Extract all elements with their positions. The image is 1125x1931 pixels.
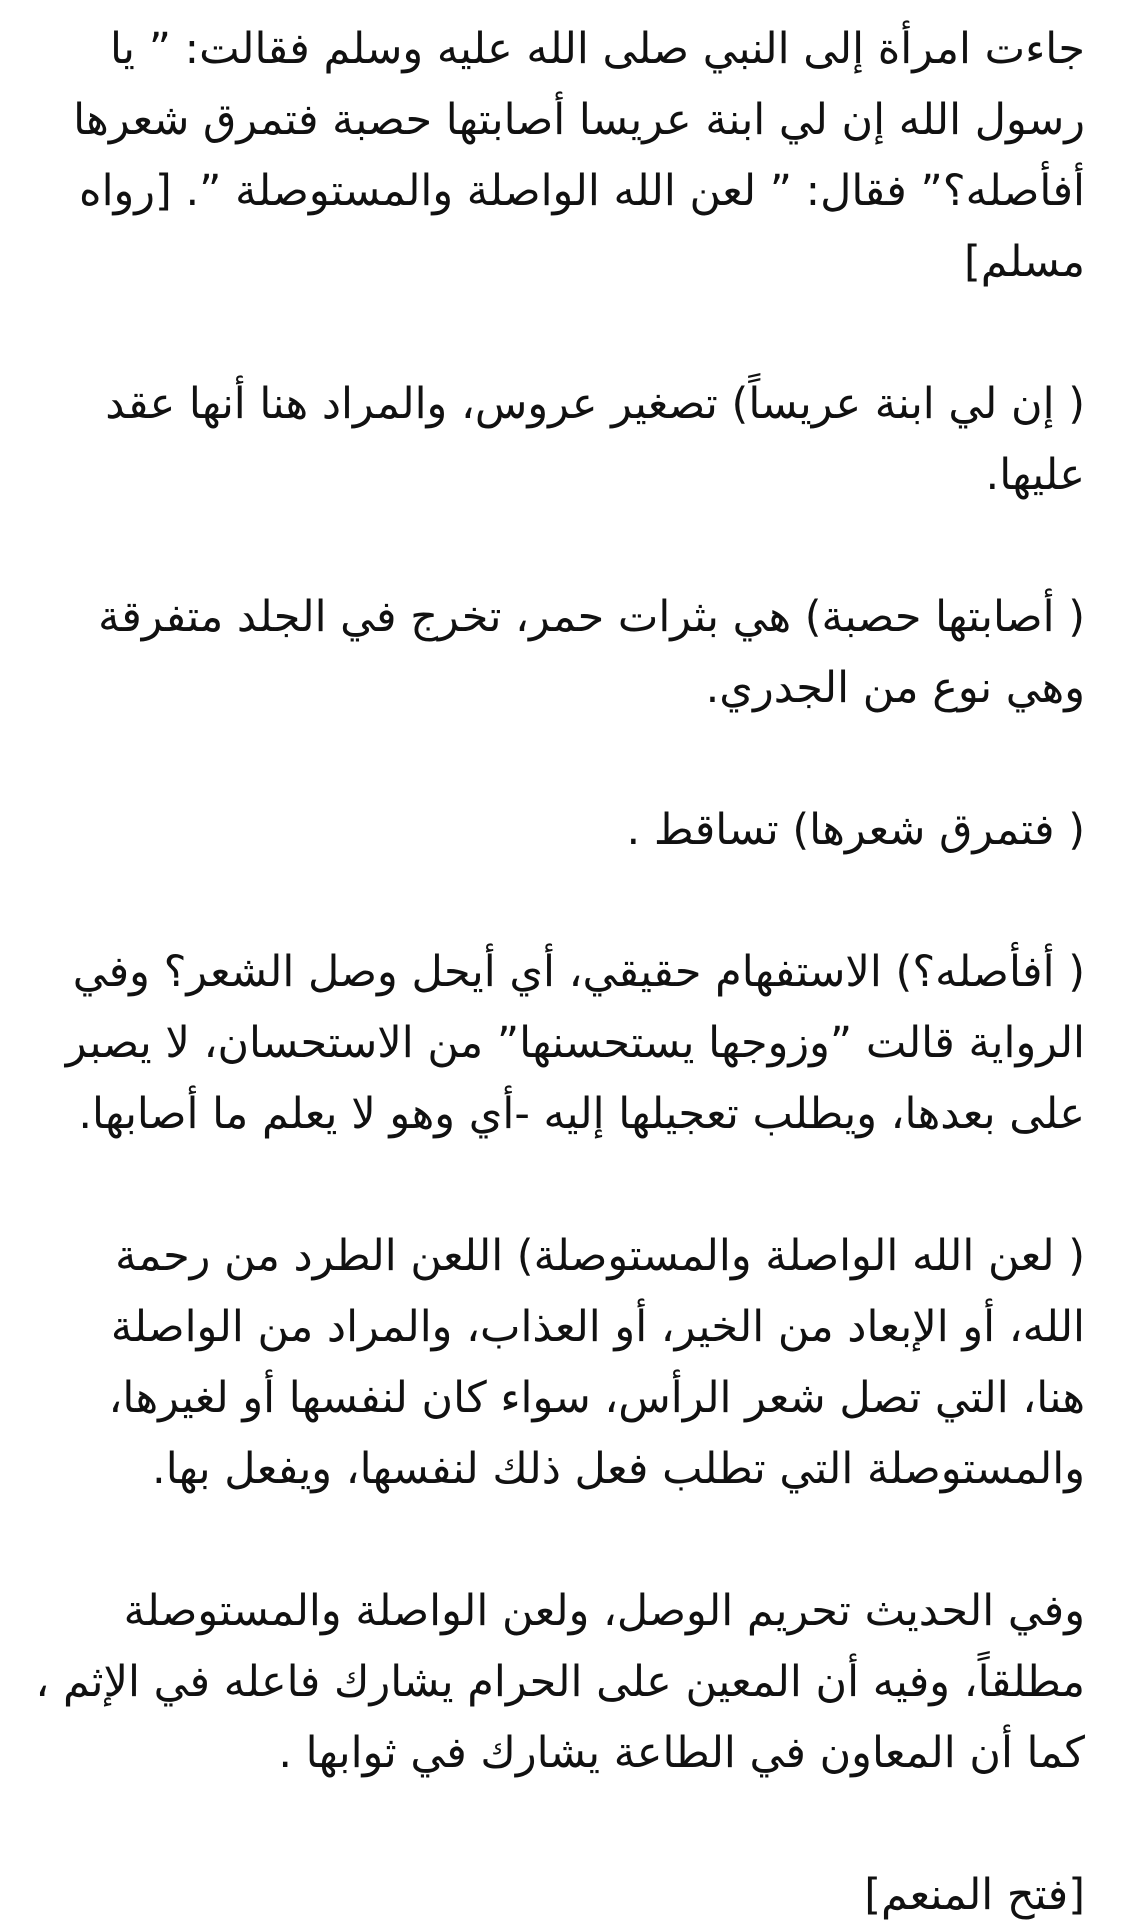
explanation-arisa-paragraph: ( إن لي ابنة عريساً) تصغير عروس، والمراد هنا أنها عقد عليها. [105, 379, 1085, 500]
explanation-afa-asiluhu-paragraph: ( أفأصله؟) الاستفهام حقيقي، أي أيحل وصل الشعر؟ وفي الرواية قالت ”وزوجها يستحسنها” من الاستحسان، لا يصبر على بعدها، ويطلب تعجيلها إليه -أي وهو لا يعلم ما أصابها. [65, 947, 1085, 1139]
explanation-tamarraq-paragraph: ( فتمرق شعرها) تساقط . [626, 805, 1085, 855]
source-citation: [فتح المنعم] [864, 1870, 1085, 1920]
explanation-lana-paragraph: ( لعن الله الواصلة والمستوصلة) اللعن الطرد من رحمة الله، أو الإبعاد من الخير، أو العذاب، والمراد من الواصلة هنا، التي تصل شعر الرأس، سواء كان لنفسها أو لغيرها، والمستوصلة التي تطلب فعل ذلك لنفسها، ويفعل بها. [108, 1231, 1085, 1494]
ruling-paragraph: وفي الحديث تحريم الوصل، ولعن الواصلة والمستوصلة مطلقاً، وفيه أن المعين على الحرام يشارك فاعله في الإثم ، كما أن المعاون في الطاعة يشارك في ثوابها . [35, 1586, 1085, 1778]
explanation-hasba-paragraph: ( أصابتها حصبة) هي بثرات حمر، تخرج في الجلد متفرقة وهي نوع من الجدري. [98, 592, 1085, 713]
hadith-paragraph: جاءت امرأة إلى النبي صلى الله عليه وسلم فقالت: ” يا رسول الله إن لي ابنة عريسا أصابتها حصبة فتمرق شعرها أفأصله؟” فقال: ” لعن الله الواصلة والمستوصلة ”. [رواه مسلم] [73, 24, 1085, 287]
